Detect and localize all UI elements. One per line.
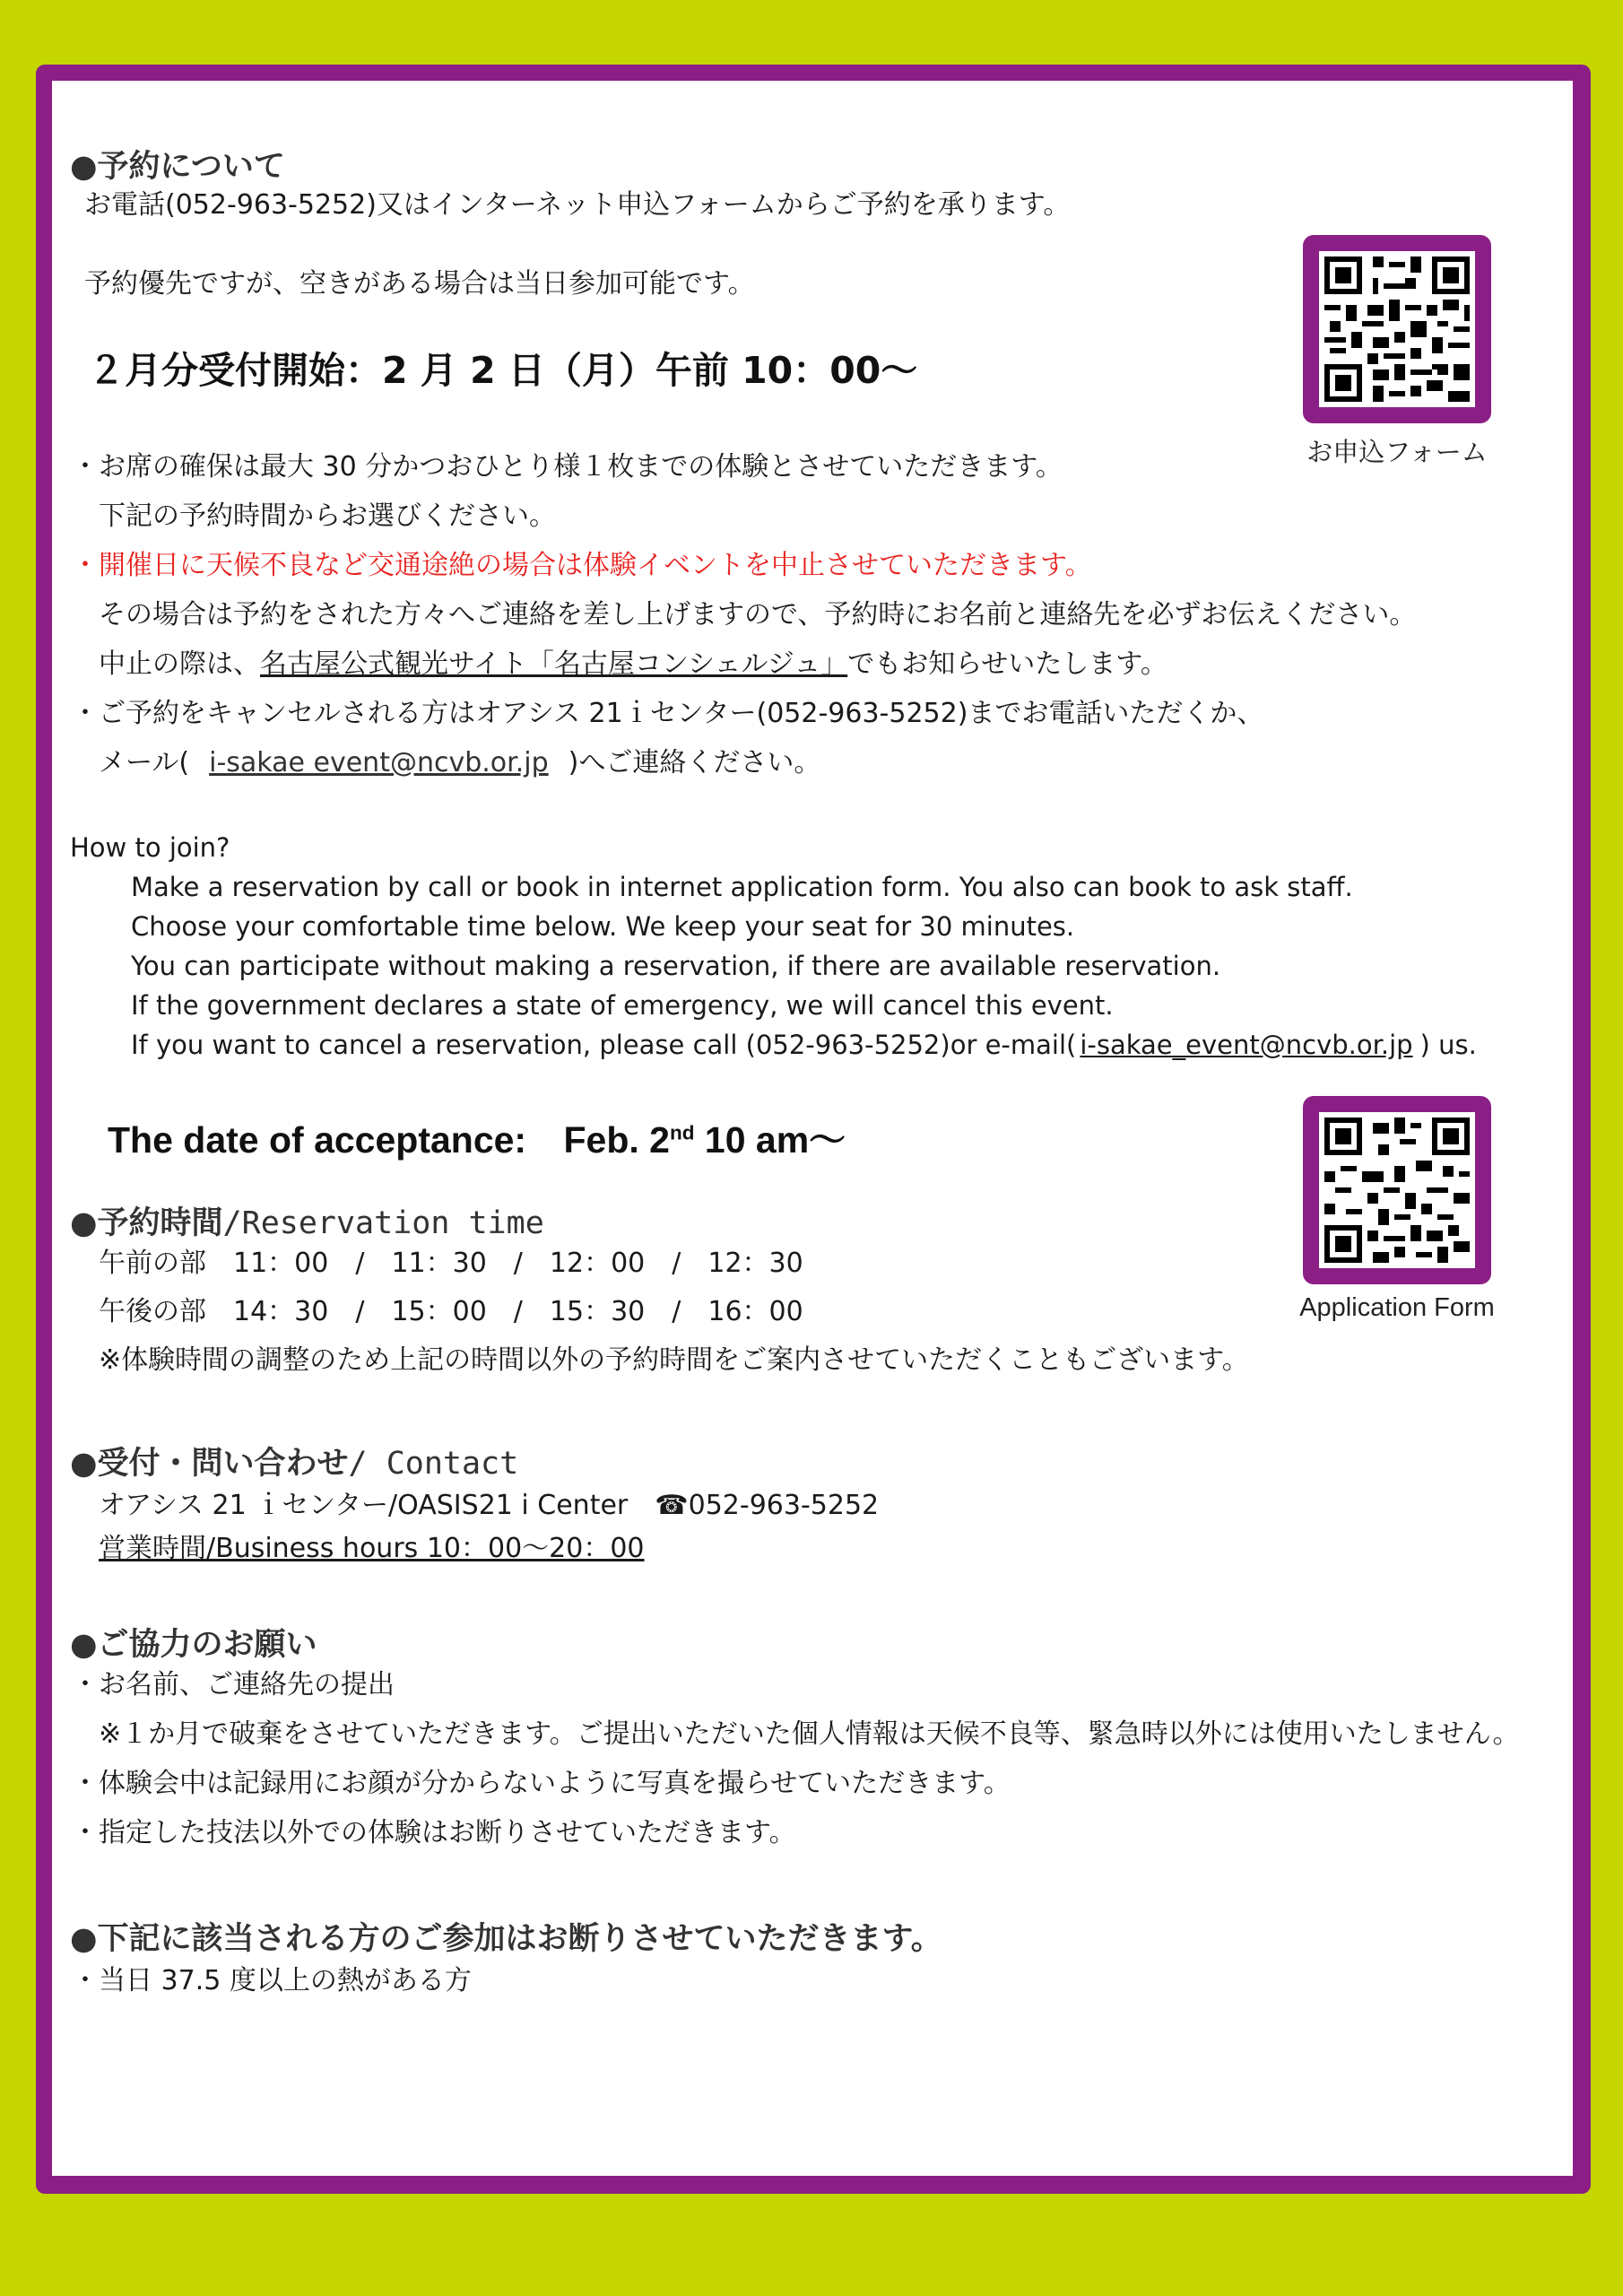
- cooperation-heading: ●ご協力のお願い: [70, 1627, 317, 1663]
- contact-heading-en: / Contact: [348, 1446, 519, 1482]
- contact-heading: [70, 1439, 518, 1483]
- contact-center: オアシス 21 ｉセンター/OASIS21 i Center ☎052-963-5252: [99, 1490, 880, 1521]
- qr-code-form-en[interactable]: [1303, 1096, 1491, 1284]
- times-heading: [70, 1198, 544, 1243]
- note-bullet-2b: その場合は予約をされた方々へご連絡を差し上げますので、予約時にお名前と連絡先を必ずお伝えください。: [99, 599, 1417, 631]
- email-link-en[interactable]: i-sakae_event@ncvb.or.jp: [1080, 1030, 1413, 1060]
- times-pm: 午後の部 14：30 / 15：00 / 15：30 / 16：00: [99, 1296, 803, 1327]
- note-bullet-2c: [99, 640, 1167, 689]
- qr-code-icon: [1319, 251, 1475, 407]
- reservation-line1: お電話(052-963-5252)又はインターネット申込フォームからご予約を承ります。: [84, 189, 1071, 221]
- note-bullet-1b: 下記の予約時間からお選びください。: [99, 500, 556, 532]
- reservation-heading: ●予約について: [70, 149, 285, 185]
- times-heading-en: /Reservation time: [222, 1205, 544, 1241]
- cooperation-item-1b: ※１か月で破棄をさせていただきます。ご提出いただいた個人情報は天候不良等、緊急時以外には使用いたしません。: [99, 1718, 1520, 1750]
- cooperation-item-1: ・お名前、ご連絡先の提出: [72, 1669, 395, 1700]
- contact-heading-jp: ●受付・問い合わせ: [70, 1446, 349, 1482]
- note-bullet-3b: [99, 739, 820, 787]
- times-note: ※体験時間の調整のため上記の時間以外の予約時間をご案内させていただくこともございます。: [99, 1344, 1249, 1376]
- reservation-line2: 予約優先ですが、空きがある場合は当日参加可能です。: [84, 268, 755, 300]
- note-text: )へご連絡ください。: [568, 747, 821, 778]
- qr-caption-jp: お申込フォーム: [1306, 437, 1488, 467]
- note-bullet-1: ・お席の確保は最大 30 分かつおひとり様１枚までの体験とさせていただきます。: [72, 451, 1063, 483]
- note-text: 中止の際は、: [99, 648, 260, 680]
- acceptance-suffix: nd: [669, 1121, 695, 1144]
- contact-hours: 営業時間/Business hours 10：00～20：00: [99, 1533, 645, 1564]
- times-am: 午前の部 11：00 / 11：30 / 12：00 / 12：30: [99, 1248, 803, 1279]
- qr-caption-en: Application Form: [1299, 1293, 1495, 1322]
- qr-code-icon: [1319, 1112, 1475, 1268]
- english-line-4: If the government declares a state of emergency, we will cancel this event.: [131, 990, 1114, 1021]
- acceptance-time: 10 am～: [704, 1119, 846, 1161]
- english-title: How to join?: [70, 832, 230, 863]
- note-bullet-2: ・開催日に天候不良など交通途絶の場合は体験イベントを中止させていただきます。: [72, 550, 1092, 581]
- qr-code-form-jp[interactable]: [1303, 235, 1491, 423]
- english-line-5: [131, 1030, 1477, 1060]
- english-line-2: Choose your comfortable time below. We keep your seat for 30 minutes.: [131, 911, 1075, 942]
- acceptance-day: Feb. 2: [563, 1119, 670, 1161]
- cooperation-item-3: ・指定した技法以外での体験はお断りさせていただきます。: [72, 1817, 796, 1848]
- nagoya-concierge-link[interactable]: 名古屋公式観光サイト「名古屋コンシェルジュ」: [260, 648, 848, 680]
- english-line-3: You can participate without making a reservation, if there are available reservation.: [131, 951, 1221, 981]
- acceptance-date: [108, 1110, 846, 1163]
- cooperation-item-2: ・体験会中は記録用にお顔が分からないように写真を撮らせていただきます。: [72, 1768, 1011, 1799]
- reservation-start: ２月分受付開始：2 月 2 日（月）午前 10：00～: [88, 349, 918, 392]
- english-text: ) us.: [1419, 1030, 1477, 1060]
- english-line-1: Make a reservation by call or book in internet application form. You also can book to ask staff.: [131, 872, 1353, 902]
- times-heading-jp: ●予約時間: [70, 1205, 223, 1241]
- email-link-jp[interactable]: i-sakae event@ncvb.or.jp: [209, 747, 549, 778]
- page-paper: [52, 81, 1573, 2176]
- note-text: メール(: [99, 747, 190, 778]
- acceptance-label: The date of acceptance:: [108, 1119, 527, 1161]
- note-bullet-3: ・ご予約をキャンセルされる方はオアシス 21ｉセンター(052-963-5252)までお電話いただくか、: [72, 698, 1264, 729]
- refusal-item-1: ・当日 37.5 度以上の熱がある方: [72, 1965, 472, 1996]
- refusal-heading: ●下記に該当される方のご参加はお断りさせていただきます。: [70, 1921, 942, 1957]
- english-text: If you want to cancel a reservation, please call (052-963-5252)or e-mail(: [131, 1030, 1077, 1060]
- note-text: でもお知らせいたします。: [847, 648, 1167, 680]
